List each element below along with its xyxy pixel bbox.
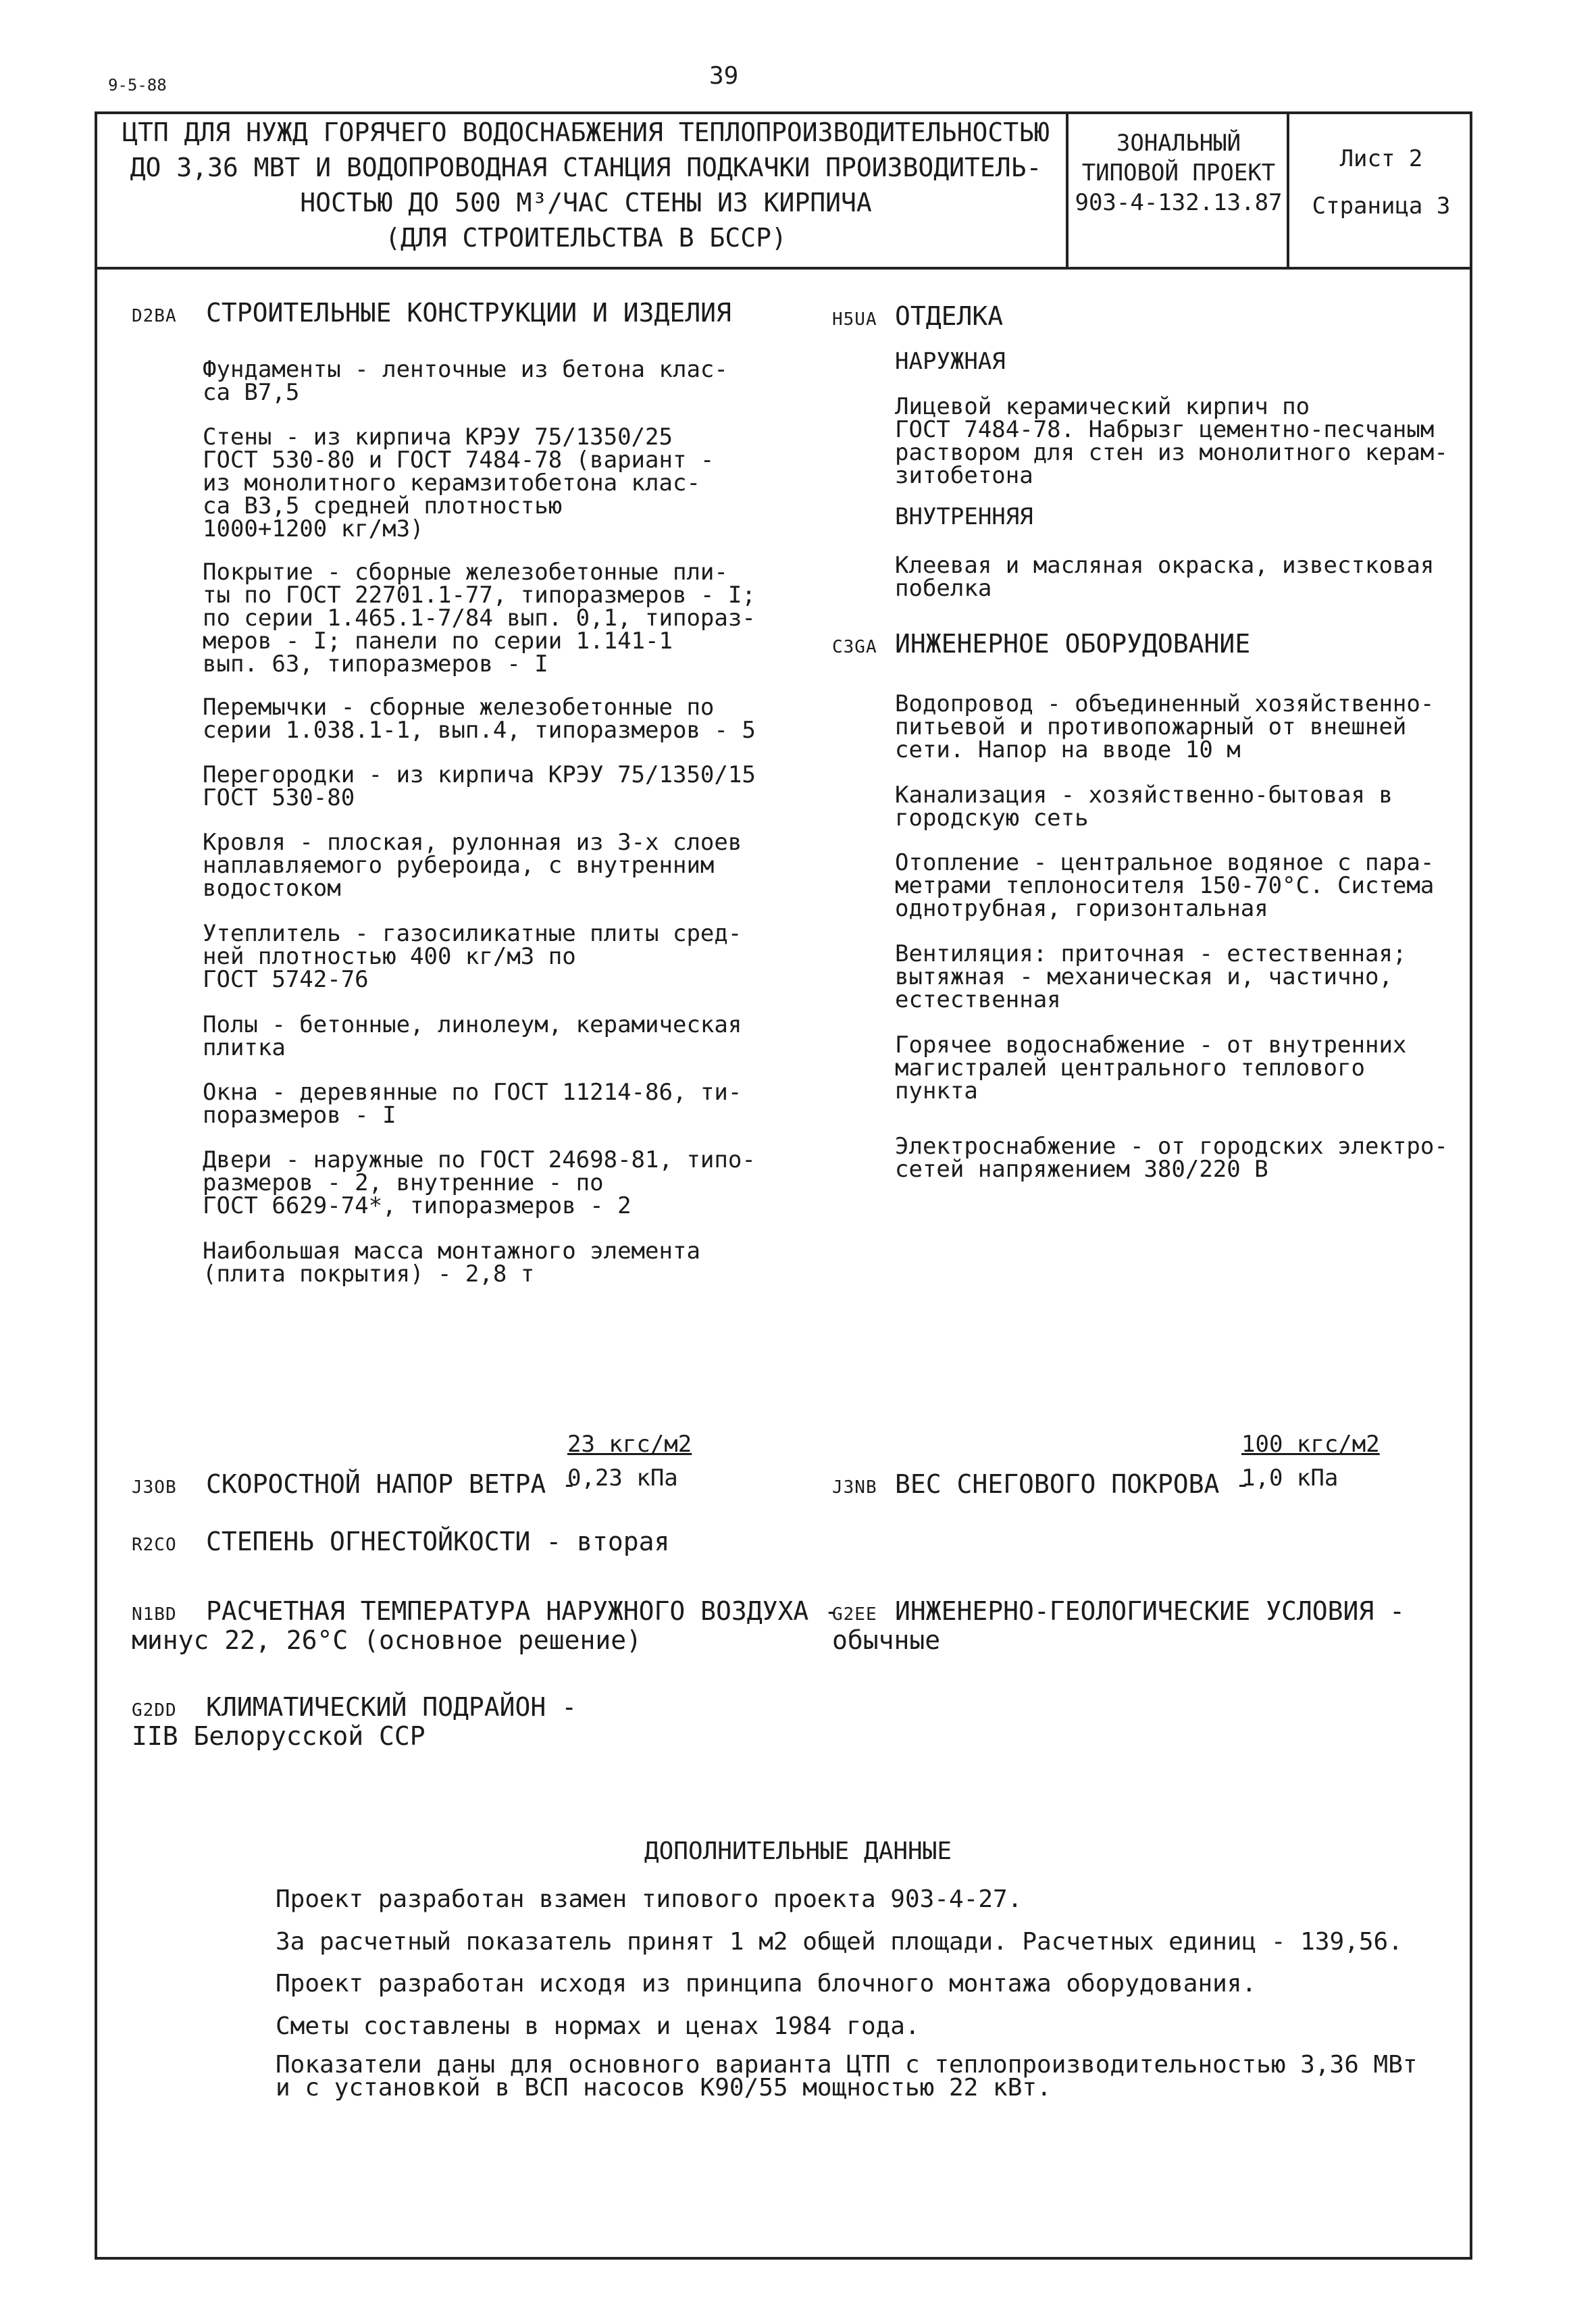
list-item: Водопровод - объединенный хозяйственно- питьевой и противопожарный от внешней сети. Напор на вводе 10 м bbox=[895, 690, 1435, 763]
additional-data-line: Показатели даны для основного варианта ЦТП с теплопроизводительностью 3,36 МВт и с установкой в ВСП насосов К90/55 мощностью 22 кВт. bbox=[276, 2051, 1418, 2102]
fire-resistance bbox=[132, 1503, 669, 1558]
param-code: J3OB bbox=[132, 1477, 177, 1498]
param-label: СКОРОСТНОЙ НАПОР ВЕТРА - bbox=[206, 1469, 577, 1499]
param-label: ВЕС СНЕГОВОГО ПОКРОВА - bbox=[895, 1469, 1251, 1499]
list-item: Стены - из кирпича КРЭУ 75/1350/25 ГОСТ 530-80 и ГОСТ 7484-78 (вариант - из монолитного керамзитобетона клас- са B3,5 средней плотностью 1000+1200 кг/м3) bbox=[203, 424, 715, 542]
header-divider bbox=[1066, 114, 1069, 267]
list-item: Перегородки - из кирпича КРЭУ 75/1350/15 ГОСТ 530-80 bbox=[203, 761, 756, 811]
list-item: Перемычки - сборные железобетонные по серии 1.038.1-1, вып.4, типоразмеров - 5 bbox=[203, 694, 756, 744]
param-code: G2EE bbox=[832, 1604, 877, 1625]
additional-data-line: Проект разработан взамен типового проекта 903-4-27. bbox=[276, 1885, 1023, 1913]
section-title: ОТДЕЛКА bbox=[895, 301, 1004, 331]
page-code: 9-5-88 bbox=[108, 76, 167, 95]
geology-conditions bbox=[832, 1573, 1405, 1653]
climate-subregion bbox=[132, 1669, 577, 1749]
list-item: Утеплитель - газосиликатные плиты сред- ней плотностью 400 кг/м3 по ГОСТ 5742-76 bbox=[203, 920, 742, 993]
sheet-number: Лист 2 bbox=[1339, 145, 1423, 172]
section-heading-structures bbox=[132, 297, 731, 332]
list-item: Отопление - центральное водяное с пара- метрами теплоносителя 150-70°C. Система однотрубная, горизонтальная bbox=[895, 849, 1435, 922]
snow-load bbox=[832, 1446, 1250, 1500]
param-code: J3NB bbox=[832, 1477, 877, 1498]
list-item: Двери - наружные по ГОСТ 24698-81, типо- размеров - 2, внутренние - по ГОСТ 6629-74*, типоразмеров - 2 bbox=[203, 1146, 756, 1219]
subsection-title: ВНУТРЕННЯЯ bbox=[895, 503, 1033, 530]
snow-value: 1,0 кПа bbox=[1241, 1465, 1339, 1492]
param-code: G2DD bbox=[132, 1700, 177, 1721]
additional-data-line: Проект разработан исходя из принципа блочного монтажа оборудования. bbox=[276, 1970, 1257, 1998]
paragraph: Лицевой керамический кирпич по ГОСТ 7484-78. Набрызг цементно-песчаным раствором для стен из монолитного керам- зитобетона bbox=[895, 393, 1448, 489]
subsection-title: НАРУЖНАЯ bbox=[895, 348, 1006, 375]
list-item: Кровля - плоская, рулонная из 3-х слоев наплавляемого рубероида, с внутренним водостоком bbox=[203, 829, 742, 902]
page-label: Страница 3 bbox=[1312, 193, 1451, 220]
list-item: Электроснабжение - от городских электро- сетей напряжением 380/220 В bbox=[895, 1133, 1448, 1183]
document-title bbox=[118, 115, 1054, 255]
section-code: C3GA bbox=[832, 637, 877, 657]
zonal-line: ТИПОВОЙ ПРОЕКТ bbox=[1081, 159, 1276, 186]
sheet-block bbox=[1290, 135, 1472, 230]
list-item: Канализация - хозяйственно-бытовая в городскую сеть bbox=[895, 782, 1393, 832]
additional-data-line: Сметы составлены в нормах и ценах 1984 года. bbox=[276, 2012, 920, 2040]
param-label: КЛИМАТИЧЕСКИЙ ПОДРАЙОН - IIВ Белорусской ССР bbox=[132, 1692, 577, 1751]
snow-value: 100 кгс/м2 bbox=[1241, 1431, 1380, 1458]
header-divider bbox=[1287, 114, 1289, 267]
title-line: ЦТП ДЛЯ НУЖД ГОРЯЧЕГО ВОДОСНАБЖЕНИЯ ТЕПЛОПРОИЗВОДИТЕЛЬНОСТЬЮ bbox=[122, 118, 1050, 147]
wind-value: 23 кгс/м2 bbox=[567, 1431, 692, 1458]
section-code: D2BA bbox=[132, 306, 177, 326]
additional-data-line: За расчетный показатель принят 1 м2 общей площади. Расчетных единиц - 139,56. bbox=[276, 1928, 1403, 1956]
list-item: Вентиляция: приточная - естественная; вытяжная - механическая и, частично, естественная bbox=[895, 940, 1407, 1013]
section-heading-finish bbox=[832, 301, 1003, 335]
zonal-line: ЗОНАЛЬНЫЙ bbox=[1116, 130, 1241, 157]
section-code: H5UA bbox=[832, 309, 877, 330]
title-line: (ДЛЯ СТРОИТЕЛЬСТВА В БССР) bbox=[385, 223, 787, 253]
param-label: СТЕПЕНЬ ОГНЕСТОЙКОСТИ - вторая bbox=[206, 1527, 670, 1556]
list-item: Окна - деревянные по ГОСТ 11214-86, ти- поразмеров - I bbox=[203, 1079, 742, 1129]
list-item: Покрытие - сборные железобетонные пли- ты по ГОСТ 22701.1-77, типоразмеров - I; по серии 1.465.1-7/84 вып. 0,1, типораз- меров - I; панели по серии 1.141-1 вып. 63, типоразмеров - I bbox=[203, 559, 756, 678]
design-temperature bbox=[132, 1573, 840, 1653]
list-item: Полы - бетонные, линолеум, керамическая плитка bbox=[203, 1011, 742, 1061]
section-heading-engineering bbox=[832, 628, 1250, 663]
section-title: СТРОИТЕЛЬНЫЕ КОНСТРУКЦИИ И ИЗДЕЛИЯ bbox=[206, 298, 731, 328]
title-line: ДО 3,36 МВТ И ВОДОПРОВОДНАЯ СТАНЦИЯ ПОДКАЧКИ ПРОИЗВОДИТЕЛЬ- bbox=[130, 153, 1042, 182]
project-number-block bbox=[1074, 128, 1283, 218]
section-title: ИНЖЕНЕРНОЕ ОБОРУДОВАНИЕ bbox=[895, 629, 1251, 659]
param-code: R2CO bbox=[132, 1535, 177, 1555]
page-number: 39 bbox=[709, 62, 739, 90]
wind-pressure bbox=[132, 1446, 577, 1500]
list-item: Горячее водоснабжение - от внутренних магистралей центрального теплового пункта bbox=[895, 1032, 1407, 1104]
param-code: N1BD bbox=[132, 1604, 177, 1625]
param-label: РАСЧЕТНАЯ ТЕМПЕРАТУРА НАРУЖНОГО ВОЗДУХА - минус 22, 26°C (основное решение) bbox=[132, 1596, 840, 1655]
title-line: НОСТЬЮ ДО 500 М³/ЧАС СТЕНЫ ИЗ КИРПИЧА bbox=[300, 188, 872, 218]
param-label: ИНЖЕНЕРНО-ГЕОЛОГИЧЕСКИЕ УСЛОВИЯ - обычные bbox=[832, 1596, 1405, 1655]
wind-value: 0,23 кПа bbox=[567, 1465, 678, 1492]
list-item: Фундаменты - ленточные из бетона клас- са B7,5 bbox=[203, 356, 728, 406]
additional-data-title: ДОПОЛНИТЕЛЬНЫЕ ДАННЫЕ bbox=[644, 1837, 952, 1865]
list-item: Наибольшая масса монтажного элемента (плита покрытия) - 2,8 т bbox=[203, 1238, 700, 1288]
zonal-line: 903-4-132.13.87 bbox=[1075, 189, 1283, 216]
paragraph: Клеевая и масляная окраска, известковая побелка bbox=[895, 552, 1435, 602]
